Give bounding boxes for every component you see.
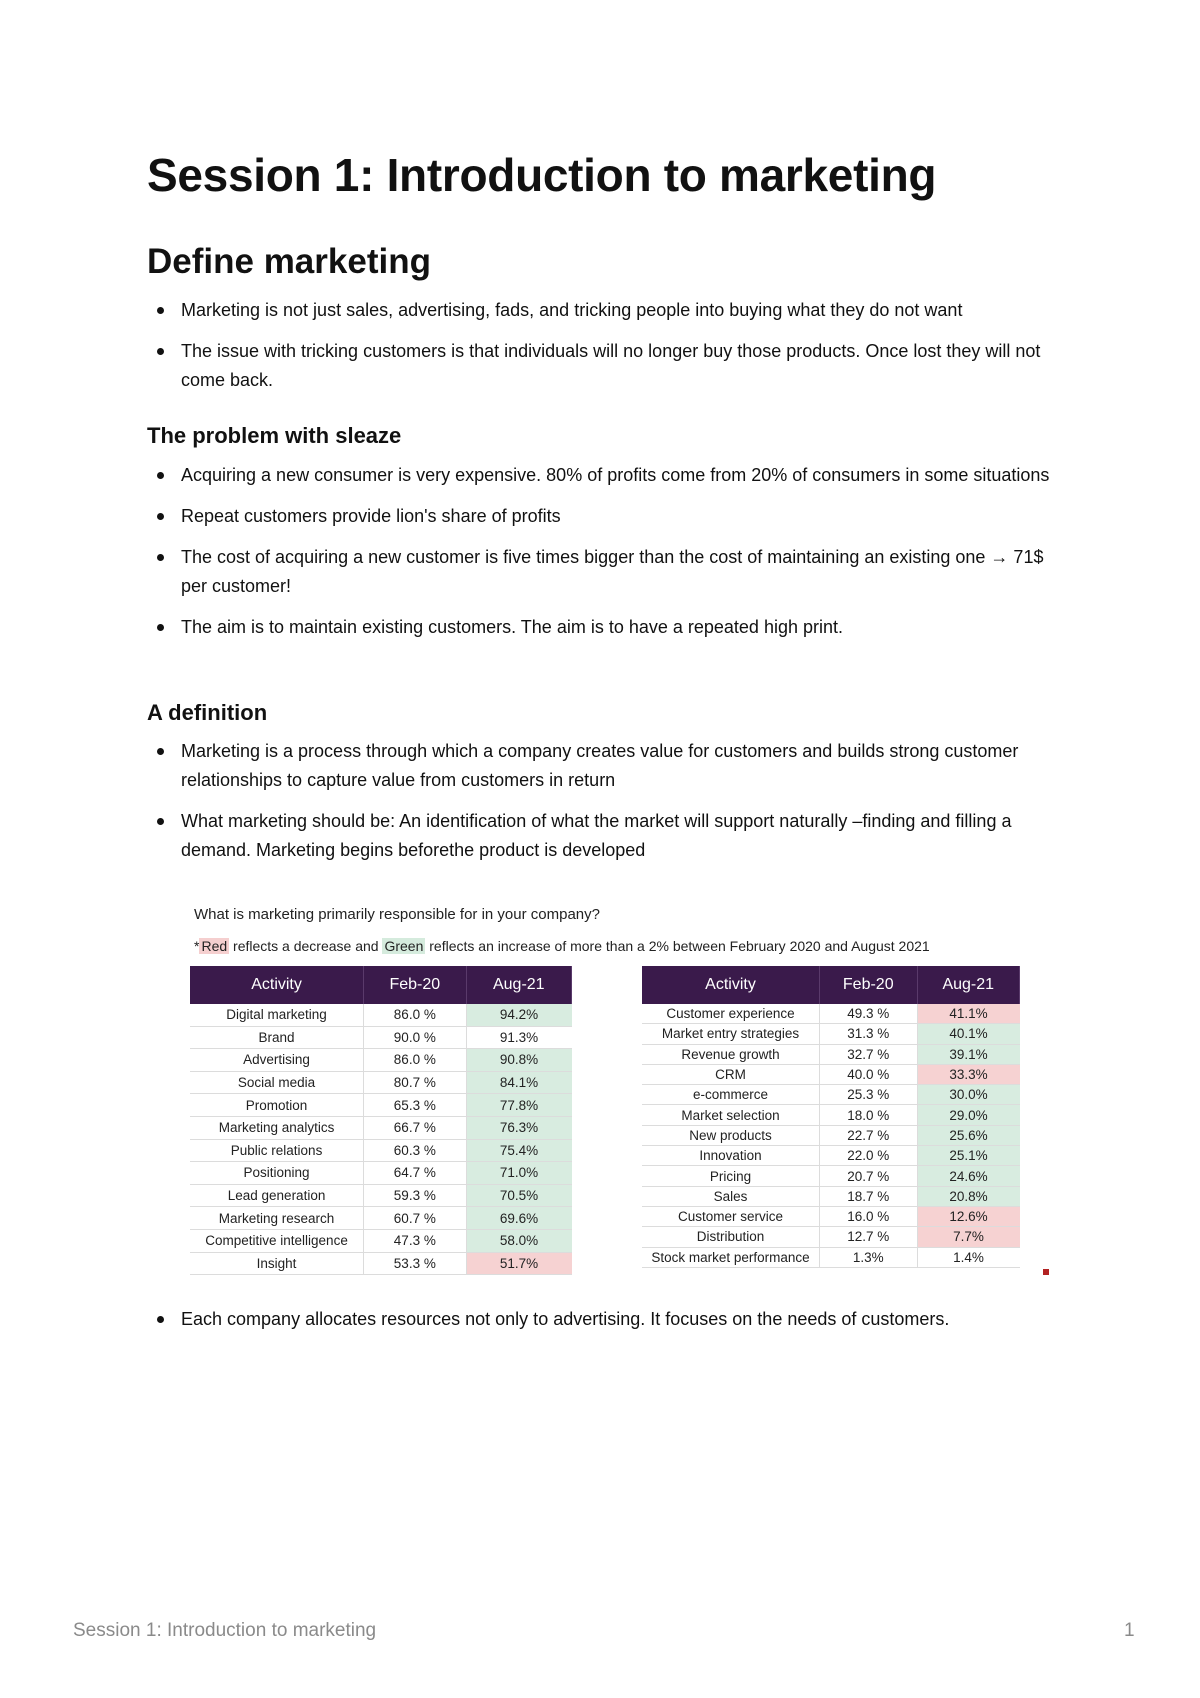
cell-activity: Marketing research [190,1207,364,1230]
cell-aug21: 7.7% [917,1227,1019,1247]
cell-feb20: 32.7 % [819,1044,917,1064]
cell-activity: Stock market performance [642,1247,819,1267]
table-row [642,1166,1020,1186]
cell-aug21: 75.4% [466,1139,571,1162]
table-row [642,1247,1020,1267]
cell-feb20: 86.0 % [364,1004,466,1026]
cell-activity: Distribution [642,1227,819,1247]
column-header-aug21: Aug-21 [917,966,1019,1004]
cell-activity: Promotion [190,1094,364,1117]
cell-aug21: 91.3% [466,1026,571,1049]
cell-aug21: 33.3% [917,1064,1019,1084]
table-row [642,1105,1020,1125]
cell-aug21: 30.0% [917,1085,1019,1105]
cell-activity: Lead generation [190,1184,364,1207]
figure-legend [194,938,930,954]
legend-red-word: Red [201,938,228,954]
bullet-list-define [147,296,1067,407]
column-header-aug21: Aug-21 [466,966,571,1004]
table-row [190,1139,572,1162]
page-title: Session 1: Introduction to marketing [147,149,937,201]
cell-activity: Sales [642,1186,819,1206]
cell-activity: CRM [642,1064,819,1084]
table-row [190,1229,572,1252]
table-row [642,1146,1020,1166]
table-row [190,1207,572,1230]
cell-feb20: 59.3 % [364,1184,466,1207]
column-header-feb20: Feb-20 [819,966,917,1004]
cell-aug21: 51.7% [466,1252,571,1275]
footer-page-number: 1 [1124,1620,1135,1641]
cell-feb20: 65.3 % [364,1094,466,1117]
table-row [642,1004,1020,1024]
list-item: The cost of acquiring a new customer is five times bigger than the cost of maintaining an existing one → 71$ per customer! [147,543,1067,601]
cell-aug21: 84.1% [466,1071,571,1094]
cell-aug21: 1.4% [917,1247,1019,1267]
cell-activity: Social media [190,1071,364,1094]
list-item: Repeat customers provide lion's share of profits [147,502,1067,531]
cell-feb20: 31.3 % [819,1024,917,1044]
cell-feb20: 16.0 % [819,1206,917,1226]
cell-activity: e-commerce [642,1085,819,1105]
table-body [642,1004,1020,1267]
cell-aug21: 71.0% [466,1162,571,1185]
cell-activity: Customer experience [642,1004,819,1024]
list-item: The issue with tricking customers is that individuals will no longer buy those products. Once lost they will not come back. [147,337,1067,395]
cell-feb20: 22.0 % [819,1146,917,1166]
section-heading-define: Define marketing [147,242,431,281]
legend-green-word: Green [384,938,424,954]
cell-aug21: 70.5% [466,1184,571,1207]
cell-activity: Public relations [190,1139,364,1162]
cell-aug21: 76.3% [466,1116,571,1139]
cell-aug21: 69.6% [466,1207,571,1230]
cell-aug21: 12.6% [917,1206,1019,1226]
cell-activity: Brand [190,1026,364,1049]
cell-feb20: 86.0 % [364,1049,466,1072]
table-row [642,1125,1020,1145]
cell-activity: Positioning [190,1162,364,1185]
cell-feb20: 1.3% [819,1247,917,1267]
footer-title: Session 1: Introduction to marketing [73,1620,377,1641]
marketing-responsibility-figure [190,898,1070,1278]
table-row [190,1184,572,1207]
table-row [642,1044,1020,1064]
list-item: What marketing should be: An identification of what the market will support naturally –finding and filling a demand. Marketing begins beforethe product is developed [147,807,1067,865]
cell-feb20: 18.7 % [819,1186,917,1206]
cell-activity: Customer service [642,1206,819,1226]
cell-feb20: 53.3 % [364,1252,466,1275]
table-row [190,1004,572,1026]
figure-title: What is marketing primarily responsible for in your company? [194,906,600,923]
cell-feb20: 66.7 % [364,1116,466,1139]
cell-feb20: 60.3 % [364,1139,466,1162]
cell-feb20: 60.7 % [364,1207,466,1230]
list-item: Marketing is not just sales, advertising, fads, and tricking people into buying what they do not want [147,296,1067,325]
cell-feb20: 64.7 % [364,1162,466,1185]
activity-table-right [642,966,1020,1268]
column-header-feb20: Feb-20 [364,966,466,1004]
table-row [642,1064,1020,1084]
cell-activity: Market selection [642,1105,819,1125]
list-item: The aim is to maintain existing customers. The aim is to have a repeated high print. [147,613,1067,642]
cell-activity: Revenue growth [642,1044,819,1064]
cell-aug21: 77.8% [466,1094,571,1117]
table-row [642,1206,1020,1226]
cell-feb20: 22.7 % [819,1125,917,1145]
cell-activity: Market entry strategies [642,1024,819,1044]
table-body [190,1004,572,1275]
table-header-row [190,966,572,1004]
cell-feb20: 49.3 % [819,1004,917,1024]
cell-activity: Pricing [642,1166,819,1186]
list-item: Marketing is a process through which a company creates value for customers and builds strong customer relationships to capture value from customers in return [147,737,1067,795]
cell-activity: Competitive intelligence [190,1229,364,1252]
cell-aug21: 20.8% [917,1186,1019,1206]
corner-mark [1043,1269,1049,1275]
table-row [190,1162,572,1185]
cell-activity: Advertising [190,1049,364,1072]
table-row [190,1252,572,1275]
activity-table-left [190,966,572,1275]
cell-activity: New products [642,1125,819,1145]
bullet-list-sleaze [147,461,1067,654]
legend-mid-text: reflects a decrease and [229,938,383,954]
cell-feb20: 40.0 % [819,1064,917,1084]
table-row [190,1116,572,1139]
cell-activity: Innovation [642,1146,819,1166]
cell-activity: Insight [190,1252,364,1275]
bullet-list-after-figure [147,1305,1067,1346]
cell-activity: Digital marketing [190,1004,364,1026]
cell-aug21: 90.8% [466,1049,571,1072]
section-heading-sleaze: The problem with sleaze [147,423,402,448]
cell-aug21: 94.2% [466,1004,571,1026]
table-header-row [642,966,1020,1004]
cell-activity: Marketing analytics [190,1116,364,1139]
cell-aug21: 39.1% [917,1044,1019,1064]
table-row [190,1049,572,1072]
cell-feb20: 80.7 % [364,1071,466,1094]
column-header-activity: Activity [642,966,819,1004]
cell-aug21: 25.1% [917,1146,1019,1166]
cell-aug21: 58.0% [466,1229,571,1252]
table-row [642,1186,1020,1206]
table-row [642,1085,1020,1105]
table-row [642,1024,1020,1044]
column-header-activity: Activity [190,966,364,1004]
cell-feb20: 90.0 % [364,1026,466,1049]
cell-aug21: 29.0% [917,1105,1019,1125]
cell-feb20: 18.0 % [819,1105,917,1125]
cell-aug21: 41.1% [917,1004,1019,1024]
legend-suffix: reflects an increase of more than a 2% between February 2020 and August 2021 [425,938,930,954]
cell-aug21: 24.6% [917,1166,1019,1186]
cell-aug21: 40.1% [917,1024,1019,1044]
cell-aug21: 25.6% [917,1125,1019,1145]
cell-feb20: 12.7 % [819,1227,917,1247]
legend-prefix: * [194,938,200,954]
cell-feb20: 25.3 % [819,1085,917,1105]
bullet-list-definition [147,737,1067,877]
table-row [642,1227,1020,1247]
list-item: Acquiring a new consumer is very expensive. 80% of profits come from 20% of consumers in some situations [147,461,1067,490]
cell-feb20: 20.7 % [819,1166,917,1186]
list-item: Each company allocates resources not only to advertising. It focuses on the needs of customers. [147,1305,1067,1334]
table-row [190,1071,572,1094]
table-row [190,1094,572,1117]
section-heading-definition: A definition [147,700,268,725]
cell-feb20: 47.3 % [364,1229,466,1252]
table-row [190,1026,572,1049]
